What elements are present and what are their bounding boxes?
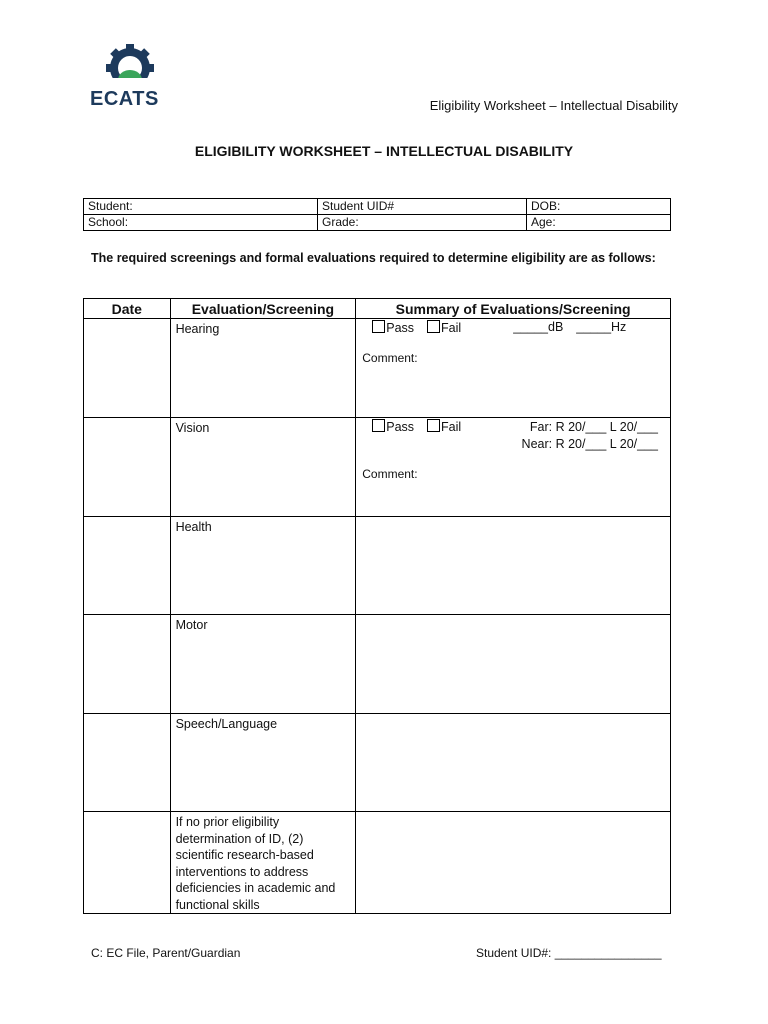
date-cell[interactable]	[84, 615, 171, 714]
fail-label: Fail	[441, 420, 462, 434]
student-info-table	[83, 198, 671, 231]
date-cell[interactable]	[84, 714, 171, 812]
dob-field[interactable]: DOB:	[527, 199, 671, 215]
pass-label: Pass	[386, 321, 415, 335]
date-cell[interactable]	[84, 319, 171, 418]
intro-text: The required screenings and formal evaluations required to determine eligibility are as follows:	[91, 251, 656, 265]
fail-checkbox[interactable]	[427, 419, 440, 432]
summary-cell[interactable]	[356, 714, 671, 812]
summary-cell[interactable]	[356, 812, 671, 914]
pass-label: Pass	[386, 420, 415, 434]
grade-field[interactable]: Grade:	[318, 215, 527, 231]
footer-cc: C: EC File, Parent/Guardian	[91, 946, 241, 960]
table-row	[84, 517, 671, 615]
evaluation-label: If no prior eligibility determination of ID, (2) scientific research-based interventions to address deficiencies in academic and functional skills	[175, 815, 336, 912]
evaluation-cell	[170, 812, 356, 914]
summary-cell[interactable]	[356, 319, 671, 418]
header-title: Eligibility Worksheet – Intellectual Disability	[429, 98, 678, 113]
far-acuity[interactable]: Far: R 20/___ L 20/___	[529, 420, 658, 434]
age-field[interactable]: Age:	[527, 215, 671, 231]
student-field[interactable]: Student:	[84, 199, 318, 215]
header-date: Date	[84, 299, 171, 319]
evaluation-cell	[170, 319, 356, 418]
evaluation-label: Vision	[175, 421, 210, 435]
table-row	[84, 319, 671, 418]
fail-checkbox[interactable]	[427, 320, 440, 333]
date-cell[interactable]	[84, 517, 171, 615]
evaluation-cell	[170, 615, 356, 714]
date-cell[interactable]	[84, 812, 171, 914]
evaluation-label: Hearing	[175, 322, 220, 336]
table-row	[84, 418, 671, 517]
evaluation-label: Speech/Language	[175, 717, 278, 731]
student-uid-field[interactable]: Student UID#	[318, 199, 527, 215]
near-acuity[interactable]: Near: R 20/___ L 20/___	[521, 436, 658, 451]
fail-label: Fail	[441, 321, 462, 335]
ecats-logo	[88, 44, 172, 114]
gear-icon	[88, 44, 172, 90]
table-row	[84, 615, 671, 714]
header-evaluation: Evaluation/Screening	[170, 299, 356, 319]
hz-field[interactable]: _____Hz	[576, 320, 627, 334]
header-summary: Summary of Evaluations/Screening	[356, 299, 671, 319]
pass-checkbox[interactable]	[372, 320, 385, 333]
footer-student-uid[interactable]: Student UID#: ________________	[476, 946, 662, 960]
db-field[interactable]: _____dB	[513, 320, 564, 334]
summary-cell[interactable]	[356, 418, 671, 517]
summary-cell[interactable]	[356, 517, 671, 615]
logo-text: ECATS	[90, 88, 159, 110]
document-title: ELIGIBILITY WORKSHEET – INTELLECTUAL DISABILITY	[194, 143, 574, 159]
evaluation-label: Health	[175, 520, 212, 534]
comment-label: Comment:	[362, 351, 418, 365]
evaluation-table	[83, 298, 671, 914]
summary-cell[interactable]	[356, 615, 671, 714]
table-row	[84, 812, 671, 914]
evaluation-label: Motor	[175, 618, 208, 632]
pass-checkbox[interactable]	[372, 419, 385, 432]
evaluation-cell	[170, 714, 356, 812]
comment-label: Comment:	[362, 467, 418, 481]
date-cell[interactable]	[84, 418, 171, 517]
table-row	[84, 714, 671, 812]
evaluation-cell	[170, 517, 356, 615]
evaluation-cell	[170, 418, 356, 517]
school-field[interactable]: School:	[84, 215, 318, 231]
